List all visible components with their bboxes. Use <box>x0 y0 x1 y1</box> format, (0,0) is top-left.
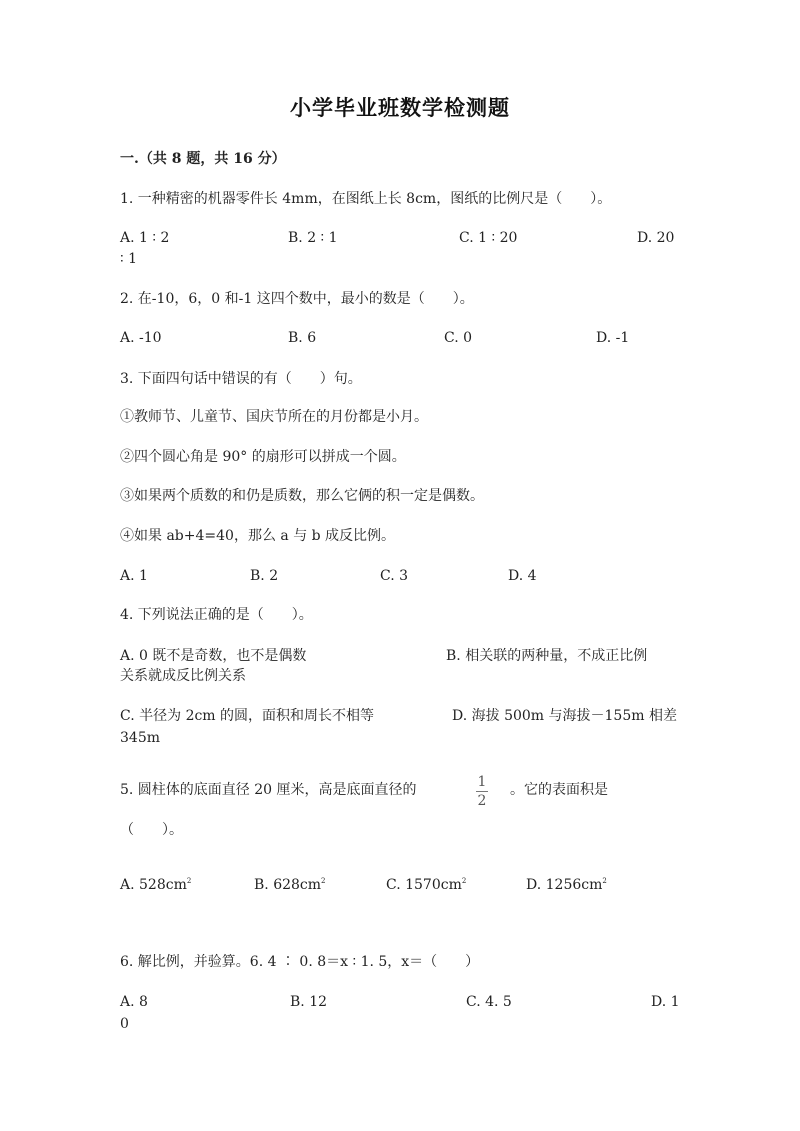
fraction-bar <box>476 791 488 792</box>
option-a[interactable] <box>120 876 191 894</box>
unit-superscript: 2 <box>602 877 607 885</box>
unit-superscript: 2 <box>461 877 467 885</box>
option-a[interactable]: A. -10 <box>120 330 162 346</box>
option-d-continued: ∶ 1 <box>120 251 138 267</box>
fraction-denominator: 2 <box>477 793 487 809</box>
statement-4: ④如果 ab+4=40，那么 a 与 b 成反比例。 <box>120 528 396 544</box>
unit-superscript: 2 <box>186 877 192 885</box>
option-d[interactable]: D. 海拔 500m 与海拔－155m 相差 <box>452 708 677 724</box>
statement-1: ①教师节、儿童节、国庆节所在的月份都是小月。 <box>120 409 428 425</box>
question-stem: 6. 解比例，并验算。6. 4 ∶ 0. 8＝x ∶ 1. 5，x＝（ ） <box>120 954 480 970</box>
option-c[interactable]: C. 0 <box>444 330 473 346</box>
statement-2: ②四个圆心角是 90° 的扇形可以拼成一个圆。 <box>120 449 406 465</box>
option-d[interactable]: D. 4 <box>508 568 537 584</box>
option-b[interactable]: B. 6 <box>288 330 317 346</box>
option-d[interactable]: D. -1 <box>596 330 630 346</box>
option-d[interactable]: D. 20 <box>637 230 675 246</box>
option-b-continued: 关系就成反比例关系 <box>120 668 246 684</box>
question-stem: 3. 下面四句话中错误的有（ ）句。 <box>120 371 362 387</box>
section-heading: 一.（共 8 题，共 16 分） <box>120 151 286 167</box>
option-a[interactable]: A. 0 既不是奇数，也不是偶数 <box>120 648 307 664</box>
option-a[interactable]: A. 1 <box>120 568 148 584</box>
option-a-label: A. 528cm <box>120 877 187 893</box>
option-d-label: D. 1256cm <box>526 877 603 893</box>
option-d-continued: 0 <box>120 1016 129 1032</box>
question-stem: 4. 下列说法正确的是（ ）。 <box>120 607 313 623</box>
option-c[interactable]: C. 1 ∶ 20 <box>459 230 518 246</box>
option-d-continued: 345m <box>120 730 160 746</box>
option-b-label: B. 628cm <box>254 877 322 893</box>
option-b[interactable]: B. 2 ∶ 1 <box>288 230 338 246</box>
option-c-label: C. 1570cm <box>386 877 462 893</box>
option-c[interactable] <box>386 876 466 894</box>
question-stem-wrap: （ ）。 <box>120 822 183 838</box>
option-c[interactable]: C. 3 <box>380 568 409 584</box>
question-stem: 5. 圆柱体的底面直径 20 厘米，高是底面直径的 <box>120 782 417 798</box>
unit-superscript: 2 <box>321 877 326 885</box>
question-stem: 2. 在-10，6，0 和-1 这四个数中，最小的数是（ ）。 <box>120 291 474 307</box>
option-d[interactable]: D. 1 <box>651 994 680 1010</box>
fraction-one-half <box>472 774 492 809</box>
question-stem-continued: 。它的表面积是 <box>510 782 608 798</box>
option-b[interactable]: B. 相关联的两种量，不成正比例 <box>446 648 648 664</box>
option-b[interactable]: B. 12 <box>290 994 328 1010</box>
option-c[interactable]: C. 半径为 2cm 的圆，面积和周长不相等 <box>120 708 375 724</box>
statement-3: ③如果两个质数的和仍是质数，那么它俩的积一定是偶数。 <box>120 488 484 504</box>
option-b[interactable] <box>254 876 326 894</box>
question-stem: 1. 一种精密的机器零件长 4mm，在图纸上长 8cm，图纸的比例尺是（ ）。 <box>120 191 612 207</box>
option-d[interactable] <box>526 876 607 894</box>
page-title: 小学毕业班数学检测题 <box>290 95 510 120</box>
fraction-numerator: 1 <box>477 774 487 790</box>
option-b[interactable]: B. 2 <box>250 568 279 584</box>
option-a[interactable]: A. 8 <box>120 994 148 1010</box>
option-c[interactable]: C. 4. 5 <box>466 994 512 1010</box>
option-a[interactable]: A. 1 ∶ 2 <box>120 230 170 246</box>
